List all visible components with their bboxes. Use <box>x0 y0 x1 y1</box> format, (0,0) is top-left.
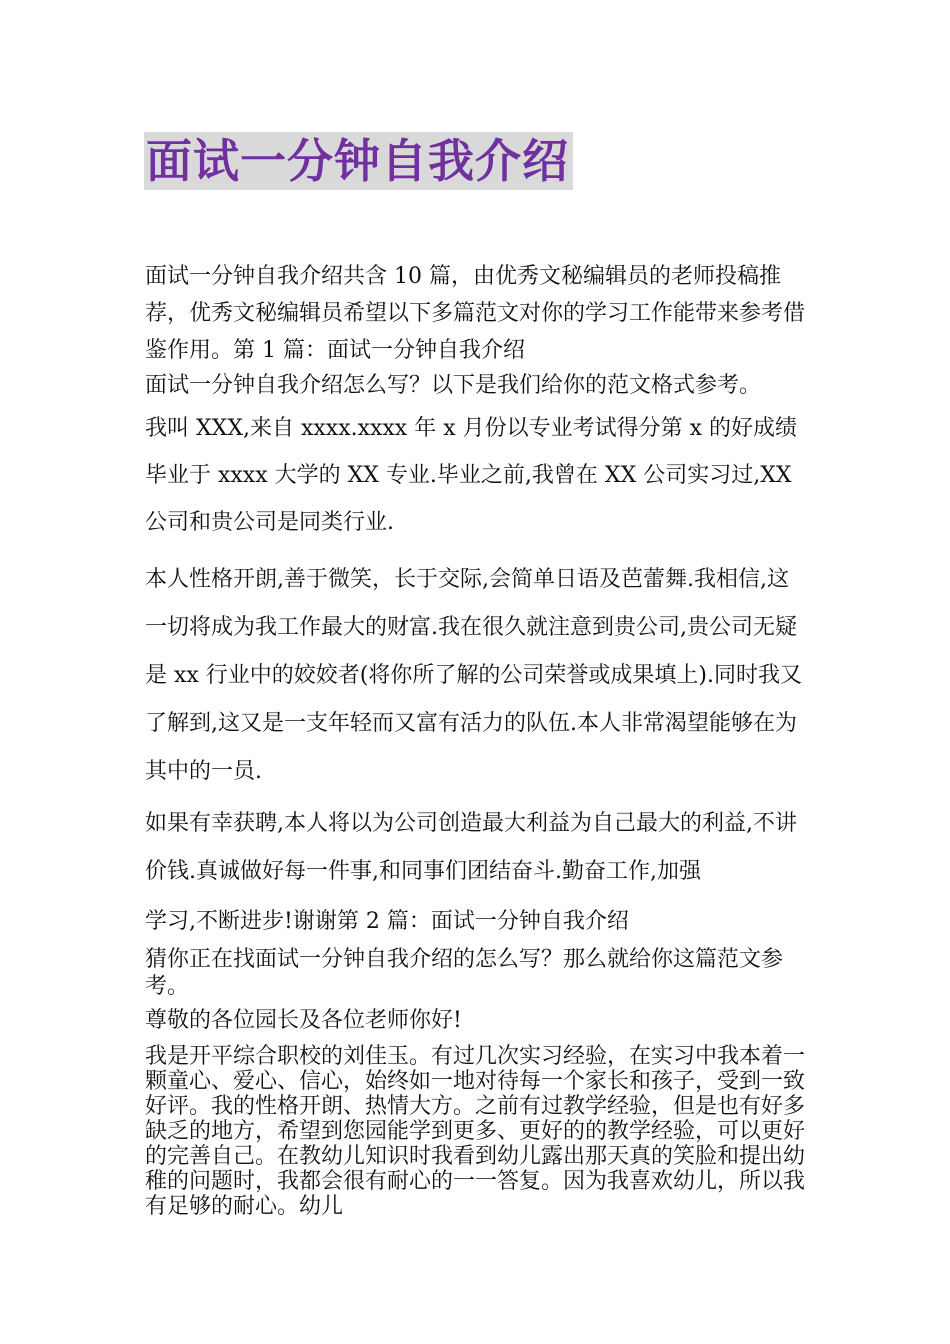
paragraph-teacher-intro: 我是开平综合职校的刘佳玉。有过几次实习经验，在实习中我本着一颗童心、爱心、信心，始终如一地对待每一个家长和孩子，受到一致好评。我的性格开朗、热情大方。之前有过教学经验，但是也有好多缺乏的地方，希望到您园能学到更多、更好的的教学经验，可以更好的完善自己。在教幼儿知识时我看到幼儿露出那天真的笑脸和提出幼稚的问题时，我都会很有耐心的一一答复。因为我喜欢幼儿，所以我有足够的耐心。幼儿 <box>145 1044 806 1219</box>
paragraph-intro: 面试一分钟自我介绍共含 10 篇，由优秀文秘编辑员的老师投稿推荐，优秀文秘编辑员希望以下多篇范文对你的学习工作能带来参考借鉴作用。第 1 篇：面试一分钟自我介绍 <box>145 264 806 363</box>
document-title: 面试一分钟自我介绍 <box>146 134 569 188</box>
paragraph-hire: 如果有幸获聘,本人将以为公司创造最大利益为自己最大的利益,不讲价钱.真诚做好每一件事,和同事们团结奋斗.勤奋工作,加强 <box>145 811 797 884</box>
paragraph-question-2: 猜你正在找面试一分钟自我介绍的怎么写？那么就给你这篇范文参考。 <box>145 947 784 999</box>
paragraph-self-intro: 我叫 XXX,来自 xxxx.xxxx 年 x 月份以专业考试得分第 x 的好成绩毕业于 xxxx 大学的 XX 专业.毕业之前,我曾在 XX 公司实习过,XX 公司和贵公司是同类行业. <box>145 416 797 535</box>
paragraph-personality: 本人性格开朗,善于微笑，长于交际,会简单日语及芭蕾舞.我相信,这一切将成为我工作最大的财富.我在很久就注意到贵公司,贵公司无疑是 xx 行业中的姣姣者(将你所了解的公司荣誉或成果填上).同时我又了解到,这又是一支年轻而又富有活力的队伍.本人非常渴望能够在为其中的一员. <box>145 567 802 784</box>
paragraph-greeting: 尊敬的各位园长及各位老师你好! <box>145 1008 462 1033</box>
paragraph-hire-end: 学习,不断进步!谢谢第 2 篇：面试一分钟自我介绍 <box>145 909 629 934</box>
paragraph-question-1: 面试一分钟自我介绍怎么写？以下是我们给你的范文格式参考。 <box>145 373 762 398</box>
title-highlight <box>144 132 573 190</box>
